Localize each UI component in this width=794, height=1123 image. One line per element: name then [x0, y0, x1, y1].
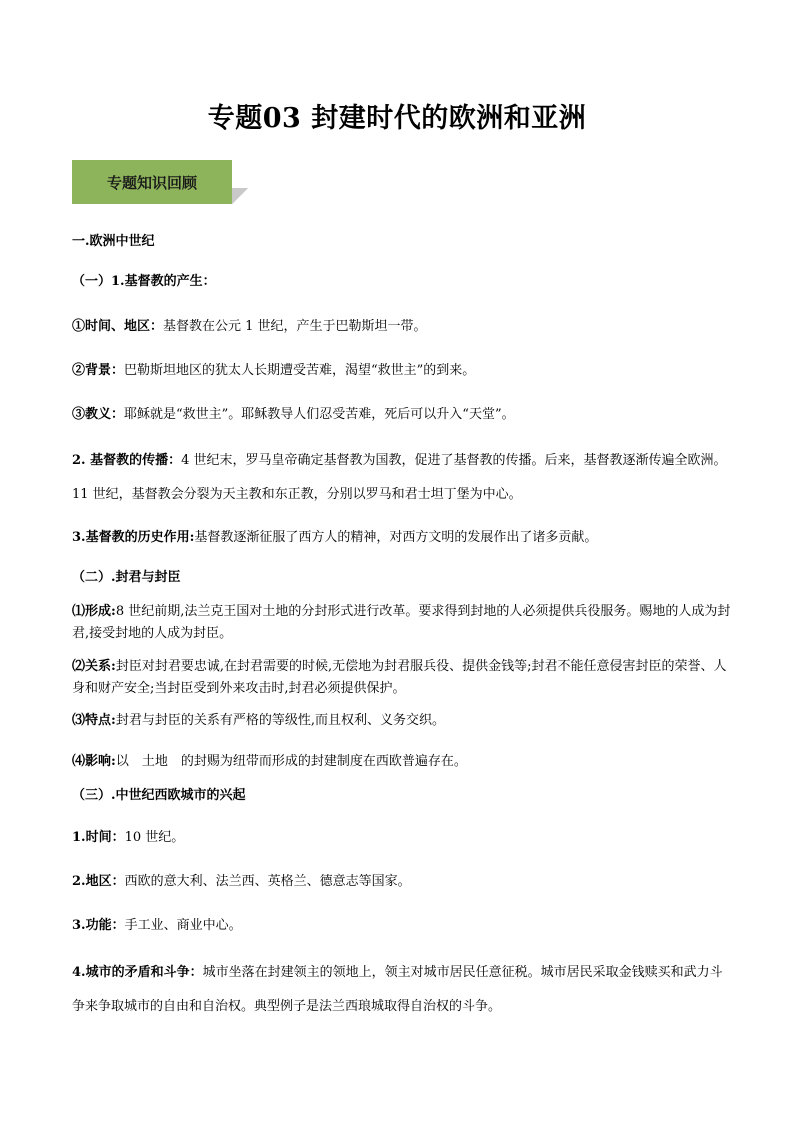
paragraph-influence	[72, 752, 732, 772]
label-relationship: ⑵关系:	[72, 659, 116, 674]
paragraph-time-region	[72, 317, 732, 337]
text-historical-role: 基督教逐渐征服了西方人的精神，对西方文明的发展作出了诸多贡献。	[194, 530, 598, 545]
page-title: 专题03 封建时代的欧洲和亚洲	[207, 103, 587, 134]
paragraph-city-struggle	[72, 956, 732, 1024]
paragraph-historical-role	[72, 528, 732, 548]
text-formation: 8 世纪前期,法兰克王国对土地的分封形式进行改革。要求得到封地的人必须提供兵役服务。赐地的人成为封君,接受封地的人成为封臣。	[72, 604, 731, 641]
label-features: ⑶特点:	[72, 713, 116, 728]
paragraph-features	[72, 711, 732, 731]
text-relationship: 封臣对封君要忠诚,在封君需要的时候,无偿地为封君服兵役、提供金钱等;封君不能任意侵害封臣的荣誉、人身和财产安全;当封臣受到外来攻击时,封君必须提供保护。	[72, 659, 727, 696]
label-background: ②背景：	[72, 363, 125, 378]
paragraph-city-time	[72, 828, 732, 848]
paragraph-background	[72, 361, 732, 381]
text-doctrine: 耶稣就是“救世主”。耶稣教导人们忍受苦难，死后可以升入“天堂”。	[124, 407, 515, 422]
banner-label: 专题知识回顾	[106, 174, 197, 192]
heading-medieval-cities: （三）.中世纪西欧城市的兴起	[72, 788, 246, 803]
text-features: 封君与封臣的关系有严格的等级性,而且权利、义务交织。	[115, 713, 445, 728]
text-city-time: 10 世纪。	[124, 830, 185, 845]
text-city-function: 手工业、商业中心。	[124, 918, 242, 933]
label-city-struggle: 4.城市的矛盾和斗争：	[72, 965, 203, 980]
text-spread: 4 世纪末，罗马皇帝确定基督教为国教，促进了基督教的传播。后来，基督教逐渐传遍全欧洲。11 世纪，基督教会分裂为天主教和东正教，分别以罗马和君士坦丁堡为中心。	[72, 453, 727, 502]
heading-lords-vassals: （二）.封君与封臣	[72, 570, 181, 585]
label-city-region: 2.地区：	[72, 874, 125, 889]
text-city-region: 西欧的意大利、法兰西、英格兰、德意志等国家。	[124, 874, 411, 889]
paragraph-city-function	[72, 916, 732, 936]
heading-christianity-origin: （一）1.基督教的产生：	[72, 274, 216, 289]
paragraph-doctrine	[72, 405, 732, 425]
label-spread: 2. 基督教的传播：	[72, 453, 182, 468]
text-influence: 以 土地 的封赐为纽带而形成的封建制度在西欧普遍存在。	[115, 754, 467, 769]
label-influence: ⑷影响:	[72, 754, 116, 769]
label-time-region: ①时间、地区：	[72, 319, 164, 334]
section-banner	[72, 160, 248, 204]
label-city-time: 1.时间：	[72, 830, 125, 845]
label-formation: ⑴形成:	[72, 604, 116, 619]
text-city-struggle: 城市坐落在封建领主的领地上，领主对城市居民任意征税。城市居民采取金钱赎买和武力斗争来争取城市的自由和自治权。典型例子是法兰西琅城取得自治权的斗争。	[72, 965, 723, 1014]
label-historical-role: 3.基督教的历史作用:	[72, 530, 195, 545]
paragraph-spread	[72, 444, 732, 512]
text-time-region: 基督教在公元 1 世纪，产生于巴勒斯坦一带。	[163, 319, 427, 334]
text-background: 巴勒斯坦地区的犹太人长期遭受苦难，渴望“救世主”的到来。	[124, 363, 476, 378]
label-city-function: 3.功能：	[72, 918, 125, 933]
label-doctrine: ③教义：	[72, 407, 125, 422]
paragraph-formation	[72, 601, 732, 645]
paragraph-city-region	[72, 872, 732, 892]
heading-medieval-europe: 一.欧洲中世纪	[72, 234, 155, 249]
paragraph-relationship	[72, 656, 732, 700]
